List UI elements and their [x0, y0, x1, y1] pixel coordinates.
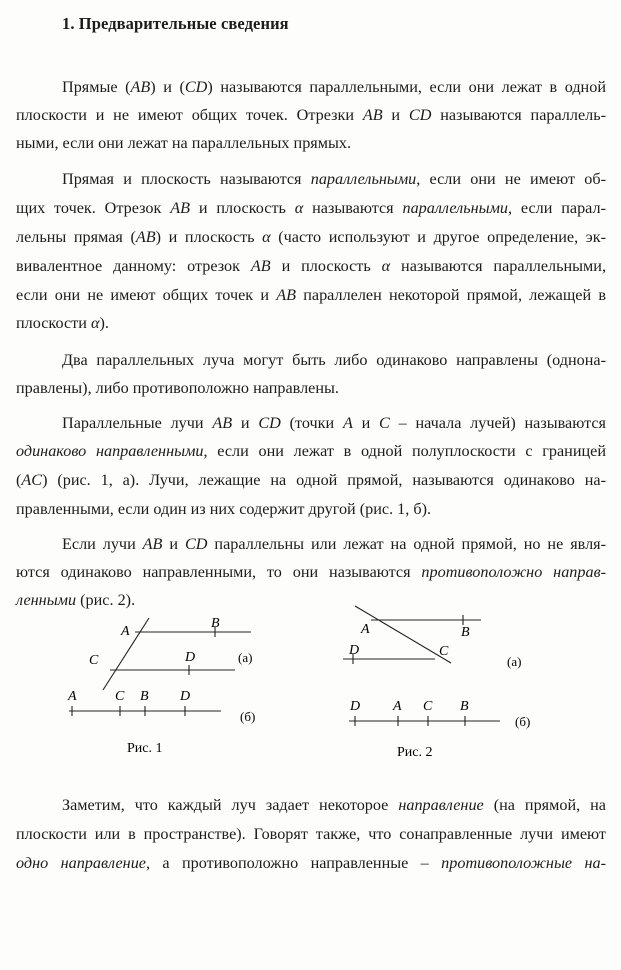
subfigure-mark-b: (б)	[240, 709, 256, 724]
subfigure-mark-a: (а)	[238, 650, 253, 665]
point-label-A: A	[121, 624, 130, 639]
italic-term: α	[90, 314, 100, 332]
italic-term: C	[379, 414, 390, 432]
italic-term: CD	[258, 414, 281, 432]
text-line: Два параллельных луча могут быть либо одинаково направлены (однона-	[62, 351, 606, 369]
italic-term: CD	[184, 78, 208, 96]
text-line: (AC) (рис. 1, а). Лучи, лежащие на одной прямой, называются одинаково на-	[16, 471, 606, 489]
italic-term: параллельными	[310, 170, 417, 188]
point-label-C: C	[89, 653, 99, 668]
italic-term: ленными	[16, 591, 77, 609]
point-label-C: C	[115, 689, 125, 704]
point-label-A: A	[361, 622, 370, 637]
point-label-B: B	[461, 625, 470, 640]
text-line: плоскости или в пространстве). Говорят также, что сонаправленные лучи имеют	[16, 825, 606, 843]
italic-term: AB	[142, 535, 163, 553]
italic-term: направление	[398, 796, 484, 814]
italic-term: AB	[135, 228, 156, 246]
italic-term: CD	[408, 106, 432, 124]
italic-term: AB	[170, 199, 190, 217]
italic-term: α	[294, 199, 304, 217]
section-heading: 1. Предварительные сведения	[62, 14, 289, 33]
point-label-D: D	[350, 699, 361, 714]
italic-term: CD	[185, 535, 208, 553]
figure-caption: Рис. 1	[127, 741, 163, 756]
text-line: Параллельные лучи AB и CD (точки A и C – начала лучей) называются	[62, 414, 606, 432]
italic-term: одно направление,	[16, 854, 151, 872]
italic-term: α	[262, 228, 271, 246]
italic-term: AB	[276, 286, 297, 304]
text-line: ными, если они лежат на параллельных прямых.	[16, 134, 352, 152]
point-label-D: D	[349, 643, 360, 658]
figure-2	[335, 603, 565, 758]
italic-term: A	[342, 414, 353, 432]
italic-term: AB	[250, 257, 271, 275]
text-line: Прямые (AB) и (CD) называются параллельными, если они лежат в одной	[62, 78, 606, 96]
point-label-B: B	[140, 689, 149, 704]
italic-term: параллельными	[402, 199, 508, 217]
figure-1	[55, 608, 285, 758]
text-line: одно направление, а противоположно направленные – противоположные на-	[16, 854, 607, 872]
text-line: ленными (рис. 2).	[16, 591, 136, 609]
italic-term: AB	[362, 106, 383, 124]
italic-term: α	[381, 257, 391, 275]
point-label-B: B	[460, 699, 469, 714]
point-label-A: A	[68, 689, 77, 704]
text-line: плоскости и не имеют общих точек. Отрезки AB и CD называются параллель-	[16, 106, 606, 124]
text-line: одинаково направленными, если они лежат в одной полуплоскости с границей	[16, 442, 606, 460]
text-line: правлены), либо противоположно направлены.	[16, 379, 339, 397]
italic-term: противоположные на-	[441, 854, 607, 872]
text-line: если они не имеют общих точек и AB параллелен некоторой прямой, лежащей в	[16, 286, 607, 304]
subfigure-mark-a: (а)	[507, 654, 522, 669]
point-label-C: C	[423, 699, 433, 714]
point-label-C: C	[439, 644, 449, 659]
figure-caption: Рис. 2	[397, 745, 433, 758]
italic-term: AC	[21, 471, 43, 489]
italic-term: AB	[212, 414, 233, 432]
point-label-B: B	[211, 616, 220, 631]
point-label-D: D	[185, 650, 196, 665]
point-label-A: A	[393, 699, 402, 714]
text-line: Заметим, что каждый луч задает некоторое направление (на прямой, на	[62, 796, 606, 814]
text-line: Если лучи AB и CD параллельны или лежат на одной прямой, но не явля-	[62, 535, 606, 553]
subfigure-mark-b: (б)	[515, 714, 531, 729]
text-line: щих точек. Отрезок AB и плоскость α называются параллельными, если парал-	[16, 199, 606, 217]
text-line: ются одинаково направленными, то они называются противоположно направ-	[16, 563, 606, 581]
text-line: Прямая и плоскость называются параллельными, если они не имеют об-	[62, 170, 607, 188]
text-line: плоскости α).	[16, 314, 109, 332]
italic-term: AB	[130, 78, 151, 96]
point-label-D: D	[180, 689, 191, 704]
italic-term: одинаково направленными	[16, 442, 204, 460]
italic-term: противоположно направ-	[421, 563, 606, 581]
text-line: вивалентное данному: отрезок AB и плоскость α называются параллельными,	[16, 257, 606, 275]
text-line: лельны прямая (AB) и плоскость α (часто используют и другое определение, эк-	[16, 228, 606, 246]
text-line: правленными, если один из них содержит другой (рис. 1, б).	[16, 500, 432, 518]
